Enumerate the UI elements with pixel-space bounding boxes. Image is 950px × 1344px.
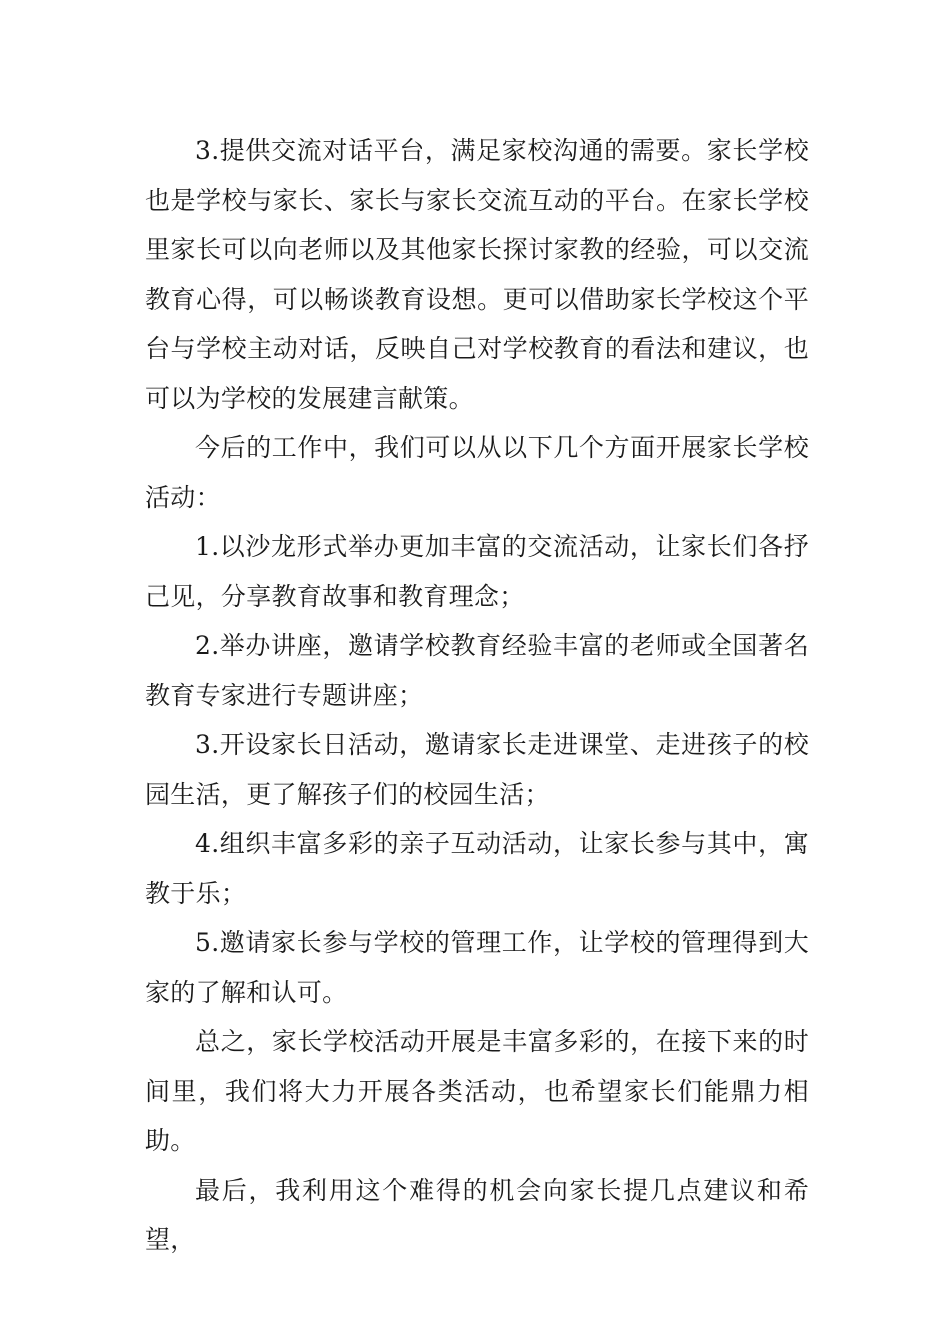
list-item-lecture: 2.举办讲座，邀请学校教育经验丰富的老师或全国著名教育专家进行专题讲座； bbox=[145, 631, 809, 710]
paragraph-future-work: 今后的工作中，我们可以从以下几个方面开展家长学校活动： bbox=[145, 433, 809, 512]
document-page bbox=[145, 126, 809, 1265]
list-item-parent-child: 4.组织丰富多彩的亲子互动活动，让家长参与其中，寓教于乐； bbox=[145, 829, 809, 908]
list-item-parent-day: 3.开设家长日活动，邀请家长走进课堂、走进孩子的校园生活，更了解孩子们的校园生活； bbox=[145, 730, 809, 809]
paragraph-platform: 3.提供交流对话平台，满足家校沟通的需要。家长学校也是学校与家长、家长与家长交流互动的平台。在家长学校里家长可以向老师以及其他家长探讨家教的经验，可以交流教育心得，可以畅谈教育设想。更可以借助家长学校这个平台与学校主动对话，反映自己对学校教育的看法和建议，也可以为学校的发展建言献策。 bbox=[145, 136, 809, 413]
paragraph-summary: 总之，家长学校活动开展是丰富多彩的，在接下来的时间里，我们将大力开展各类活动，也希望家长们能鼎力相助。 bbox=[145, 1027, 809, 1155]
paragraph-closing: 最后，我利用这个难得的机会向家长提几点建议和希望， bbox=[145, 1175, 809, 1254]
list-item-salon: 1.以沙龙形式举办更加丰富的交流活动，让家长们各抒己见，分享教育故事和教育理念； bbox=[145, 532, 809, 611]
list-item-management: 5.邀请家长参与学校的管理工作，让学校的管理得到大家的了解和认可。 bbox=[145, 928, 809, 1007]
